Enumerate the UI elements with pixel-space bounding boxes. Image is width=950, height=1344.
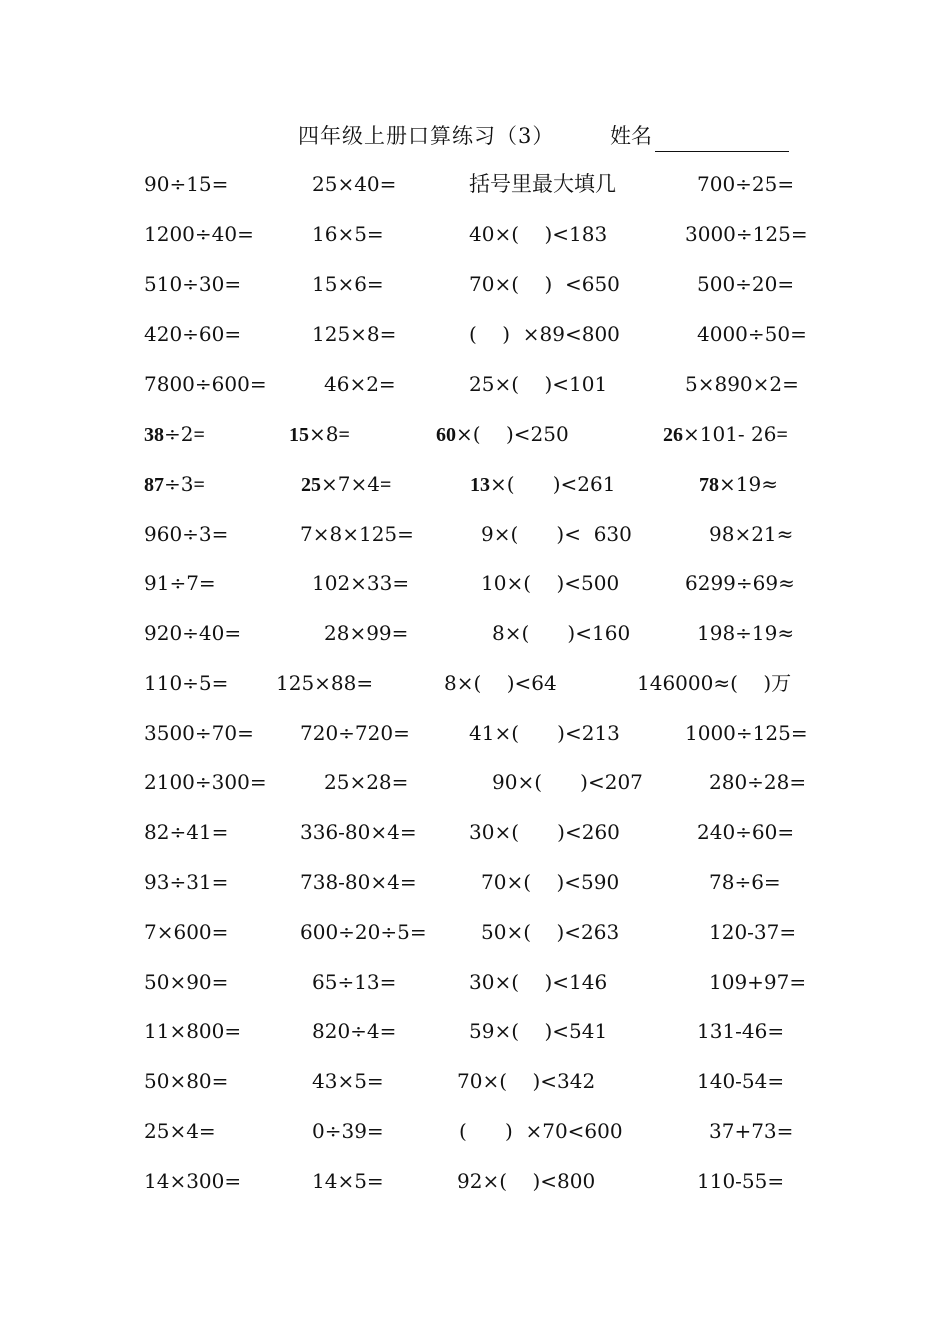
problem-col1: 3500÷70=: [144, 721, 254, 745]
problem-col1: 110÷5=: [144, 671, 229, 695]
bold-number: 38: [144, 424, 164, 446]
exercise-row: [0, 1065, 950, 1097]
exercise-row: [0, 966, 950, 998]
exercise-row: [0, 1165, 950, 1197]
name-label: 姓名: [610, 124, 652, 148]
problem-col4: 98×21≈: [709, 522, 794, 546]
exercise-row: [0, 567, 950, 599]
problem-col2: 102×33=: [312, 571, 410, 595]
problem-col4: 1000÷125=: [685, 721, 808, 745]
problem-col1: 2100÷300=: [144, 770, 267, 794]
problem-col4: 198÷19≈: [697, 621, 795, 645]
problem-col3: 25×( )<101: [469, 372, 608, 396]
exercise-row: [0, 717, 950, 749]
problem-col1: 93÷31=: [144, 870, 229, 894]
problem-col2: 720÷720=: [300, 721, 410, 745]
bold-number: 13: [470, 474, 490, 496]
bold-equals: =: [776, 424, 788, 446]
problem-col1: 91÷7=: [144, 571, 216, 595]
problem-col2: 125×88=: [276, 671, 374, 695]
problem-col3: 8×( )<64: [444, 671, 557, 695]
problem-col3: 40×( )<183: [469, 222, 608, 246]
bold-equals: =: [193, 474, 205, 496]
problem-col3: ( ) ×70<600: [459, 1119, 623, 1143]
problem-col3: 70×( )<342: [457, 1069, 596, 1093]
problem-col2: 7×8×125=: [300, 522, 414, 546]
problem-col4: [663, 418, 788, 451]
problem-col4: 140-54=: [697, 1069, 785, 1093]
exercise-row: [0, 916, 950, 948]
problem-col1: 14×300=: [144, 1169, 242, 1193]
exercise-row: [0, 667, 950, 699]
name-blank-line[interactable]: [655, 151, 789, 152]
problem-col3: 50×( )<263: [481, 920, 620, 944]
problem-col3: 92×( )<800: [457, 1169, 596, 1193]
problem-col2: 820÷4=: [312, 1019, 397, 1043]
problem-col4: 37+73=: [709, 1119, 794, 1143]
problem-col4: 500÷20=: [697, 272, 795, 296]
problem-text: ×( )<261: [490, 472, 616, 496]
problem-col4: 109+97=: [709, 970, 807, 994]
worksheet-title: 四年级上册口算练习（3）: [298, 124, 555, 148]
problem-text: ×7×4: [321, 472, 380, 496]
exercise-row: [0, 268, 950, 300]
problem-col3: 30×( )<260: [469, 820, 620, 844]
problem-col1: 50×80=: [144, 1069, 229, 1093]
exercise-row: [0, 866, 950, 898]
exercise-row: [0, 418, 950, 450]
bold-number: 15: [289, 424, 309, 446]
problem-col2: [301, 468, 391, 501]
problem-col4: 3000÷125=: [685, 222, 808, 246]
exercise-row: [0, 168, 950, 200]
problem-col2: 600÷20÷5=: [300, 920, 427, 944]
exercise-row: [0, 518, 950, 550]
problem-col4: 240÷60=: [697, 820, 795, 844]
problem-col4: 110-55=: [697, 1169, 785, 1193]
problem-col1: 420÷60=: [144, 322, 242, 346]
problem-text: ÷3: [164, 472, 194, 496]
bold-number: 26: [663, 424, 683, 446]
problem-col2: 738-80×4=: [300, 870, 417, 894]
problem-col2: 46×2=: [324, 372, 396, 396]
problem-col1: 960÷3=: [144, 522, 229, 546]
problem-col4: 280÷28=: [709, 770, 807, 794]
problem-col4: 6299÷69≈: [685, 571, 795, 595]
problem-col2: 28×99=: [324, 621, 409, 645]
bold-number: 25: [301, 474, 321, 496]
bold-number: 87: [144, 474, 164, 496]
problem-col1: 82÷41=: [144, 820, 229, 844]
problem-col2: [289, 418, 350, 451]
bold-equals: =: [379, 474, 392, 496]
problem-col4: 146000≈( )万: [637, 671, 792, 695]
problem-col1: 1200÷40=: [144, 222, 254, 246]
bold-number: 78: [699, 474, 719, 496]
problem-col2: 125×8=: [312, 322, 397, 346]
problem-col2: 25×40=: [312, 172, 397, 196]
problem-col1: 510÷30=: [144, 272, 242, 296]
problem-col3: 59×( )<541: [469, 1019, 608, 1043]
problem-col2: 336-80×4=: [300, 820, 417, 844]
problem-col1: 90÷15=: [144, 172, 229, 196]
exercise-row: [0, 1015, 950, 1047]
problem-col4: 700÷25=: [697, 172, 795, 196]
problem-col2: 16×5=: [312, 222, 384, 246]
problem-col1: 7×600=: [144, 920, 229, 944]
problem-col3: [436, 418, 569, 451]
problem-col1: 50×90=: [144, 970, 229, 994]
problem-col1: 920÷40=: [144, 621, 242, 645]
problem-col1: 7800÷600=: [144, 372, 267, 396]
problem-text: ×19≈: [719, 472, 778, 496]
problem-col3: 41×( )<213: [469, 721, 620, 745]
problem-col3: ( ) ×89<800: [469, 322, 620, 346]
exercise-row: [0, 318, 950, 350]
problem-text: ×( )<250: [456, 422, 569, 446]
problem-col4: 4000÷50=: [697, 322, 807, 346]
problem-col3: 70×( )<590: [481, 870, 620, 894]
problem-text: ×8: [309, 422, 339, 446]
problem-col2: 0÷39=: [312, 1119, 384, 1143]
problem-col2: 65÷13=: [312, 970, 397, 994]
bold-equals: =: [193, 424, 205, 446]
problem-col2: 25×28=: [324, 770, 409, 794]
problem-col1: 11×800=: [144, 1019, 242, 1043]
problem-text: ×101- 26: [683, 422, 777, 446]
problem-col1: [144, 468, 205, 501]
problem-col4: 5×890×2=: [685, 372, 799, 396]
column-heading-bracket-fill: 括号里最大填几: [469, 172, 616, 196]
problem-col3: 8×( )<160: [492, 621, 631, 645]
bold-equals: =: [338, 424, 350, 446]
problem-col3: 10×( )<500: [481, 571, 620, 595]
problem-col4: 78÷6=: [709, 870, 781, 894]
bold-number: 60: [436, 424, 456, 446]
problem-col1: 25×4=: [144, 1119, 216, 1143]
exercise-row: [0, 1115, 950, 1147]
problem-col1: [144, 418, 205, 451]
exercise-row: [0, 218, 950, 250]
problem-col2: 15×6=: [312, 272, 384, 296]
problem-col2: 14×5=: [312, 1169, 384, 1193]
problem-col4: [699, 468, 778, 501]
problem-col3: 90×( )<207: [492, 770, 643, 794]
problem-col2: 43×5=: [312, 1069, 384, 1093]
problem-col3: 9×( )< 630: [481, 522, 632, 546]
problem-col3: 70×( ) <650: [469, 272, 620, 296]
exercise-row: [0, 368, 950, 400]
problem-col4: 120-37=: [709, 920, 797, 944]
exercise-row: [0, 468, 950, 500]
problem-text: ÷2: [164, 422, 194, 446]
problem-col3: 30×( )<146: [469, 970, 608, 994]
exercise-row: [0, 617, 950, 649]
exercise-row: [0, 766, 950, 798]
problem-col3: [470, 468, 615, 501]
problem-col4: 131-46=: [697, 1019, 785, 1043]
exercise-row: [0, 816, 950, 848]
